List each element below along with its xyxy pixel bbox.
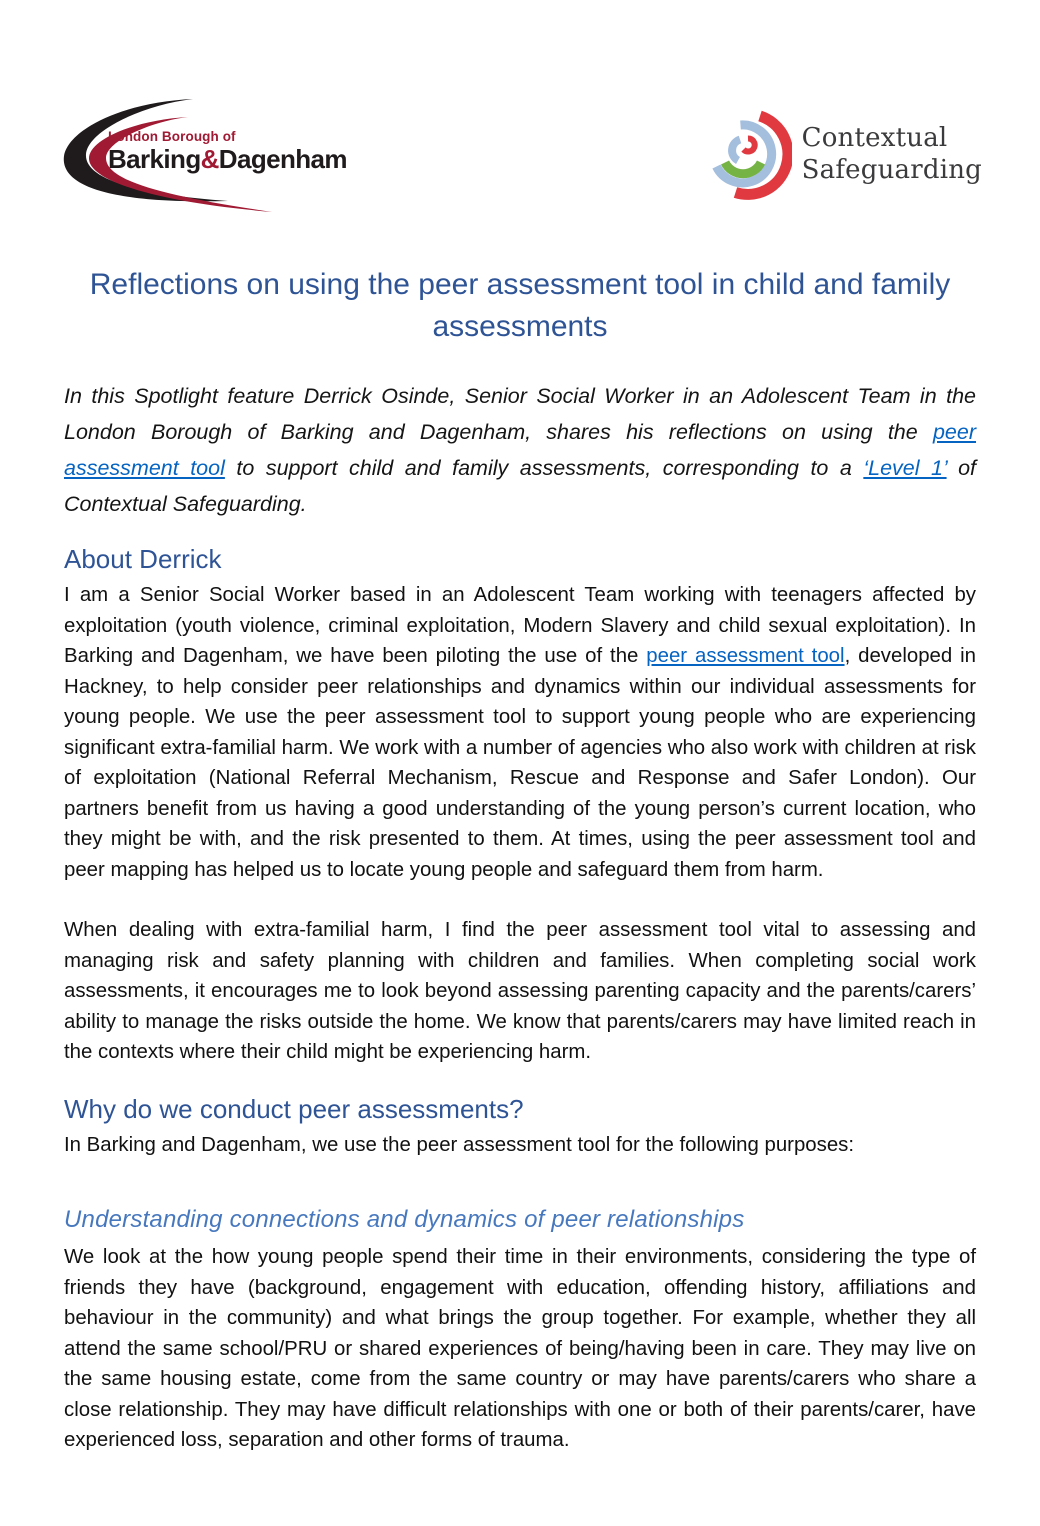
why-intro-line: In Barking and Dagenham, we use the peer assessment tool for the following purposes: bbox=[64, 1133, 855, 1156]
about-text: , developed in Hackney, to help consider peer relationships and dynamics within our individual assessments for young people. We use the peer assessment tool to support young people who are experiencing significant extra-familial harm. We work with a number of agencies who also work with children at risk of exploitation (National Referral Mechanism, Rescue and Response and Safer London). Our partners benefit from us having a good understanding of the young person’s current location, who they might be with, and the risk presented to them. At times, using the peer assessment tool and peer mapping has helped us to locate young people and safeguard them from harm. bbox=[64, 645, 976, 881]
understanding-paragraph: We look at the how young people spend their time in their environments, considering the type of friends they have (background, engagement with education, offending history, affiliations and behaviour in the community) and what brings the group together. For example, whether they all attend the same school/PRU or shared experiences of being/having been in care. They may live on the same housing estate, come from the same country or may have parents/carers who share a close relationship. They may have difficult relationships with one or both of their parents/carer, have experienced loss, separation and other forms of trauma. bbox=[64, 1246, 976, 1451]
cs-arc-green bbox=[725, 163, 761, 174]
lbbd-logo-line1: London Borough of bbox=[108, 129, 236, 144]
cs-arcs-icon bbox=[696, 98, 792, 210]
cs-arc-blue-small bbox=[732, 140, 740, 161]
cs-logo-line1: Contextual bbox=[801, 122, 948, 153]
section-heading-why: Why do we conduct peer assessments? bbox=[64, 1093, 524, 1124]
sub-heading-understanding-connections: Understanding connections and dynamics of peer relationships bbox=[64, 1206, 745, 1233]
cs-logo-text bbox=[802, 122, 982, 187]
peer-assessment-tool-link-2[interactable]: peer assessment tool bbox=[646, 645, 845, 667]
level-1-link[interactable]: ‘Level 1’ bbox=[863, 456, 947, 480]
lbbd-dagenham: Dagenham bbox=[218, 143, 347, 174]
contextual-safeguarding-logo bbox=[696, 98, 982, 210]
barking-dagenham-logo bbox=[60, 96, 376, 230]
header bbox=[0, 0, 1040, 230]
cs-arc-red-small bbox=[743, 138, 754, 151]
lbbd-logo-line2 bbox=[108, 143, 347, 174]
intro-text: of Contextual Safeguarding. bbox=[64, 456, 977, 516]
intro-text: to support child and family assessments, corresponding to a bbox=[224, 456, 864, 480]
lbbd-logo-text bbox=[108, 130, 347, 172]
about-paragraph-1 bbox=[64, 580, 976, 885]
intro-paragraph bbox=[64, 378, 976, 522]
about-text: I am a Senior Social Worker based in an Adolescent Team working with teenagers affected by exploitation (youth violence, criminal exploitation, Modern Slavery and child sexual exploitation). In Barking and Dagenham, we have been piloting the use of the bbox=[64, 584, 976, 667]
about-paragraph-2: When dealing with extra-familial harm, I find the peer assessment tool vital to assessing and managing risk and safety planning with children and families. When completing social work assessments, it encourages me to look beyond assessing parenting capacity and the parents/carers’ ability to manage the risks outside the home. We know that parents/carers may have limited reach in the contexts where their child might be experiencing harm. bbox=[64, 919, 976, 1063]
lbbd-ampersand: & bbox=[200, 143, 219, 174]
lbbd-barking: Barking bbox=[108, 143, 201, 174]
intro-text: In this Spotlight feature Derrick Osinde, Senior Social Worker in an Adolescent Team in the London Borough of Barking and Dagenham, shares his reflections on using the bbox=[64, 384, 976, 444]
section-heading-about-derrick: About Derrick bbox=[64, 544, 222, 574]
content bbox=[0, 378, 1040, 1456]
cs-logo-line2: Safeguarding bbox=[801, 155, 982, 185]
peer-assessment-tool-link[interactable]: peer assessment tool bbox=[64, 420, 976, 480]
page-title: Reflections on using the peer assessment tool in child and family assessments bbox=[89, 268, 951, 343]
